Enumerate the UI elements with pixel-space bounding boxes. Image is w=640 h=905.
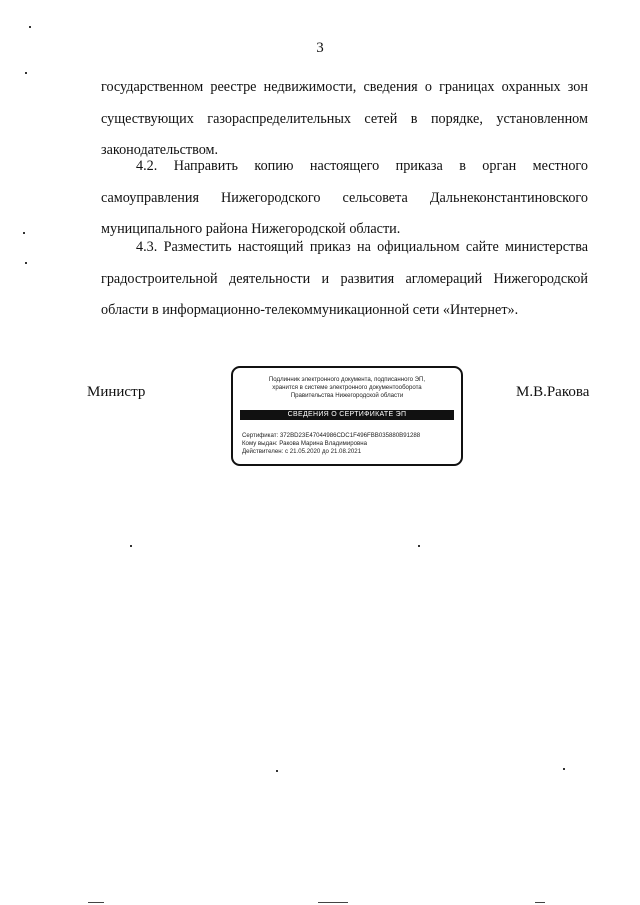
electronic-signature-stamp <box>231 366 463 466</box>
paragraph-4-2-line-1: 4.2. Направить копию настоящего приказа в орган местного <box>136 158 588 174</box>
signatory-name: М.В.Ракова <box>516 384 590 400</box>
signatory-position: Министр <box>87 384 146 400</box>
stamp-header-line-3: Правительства Нижегородской области <box>290 392 404 400</box>
paragraph-4-3-line-1: 4.3. Разместить настоящий приказ на официальном сайте министерства <box>136 239 588 255</box>
issued-to-value: Ракова Марина Владимировна <box>279 440 367 448</box>
paragraph-4-3 <box>101 232 588 327</box>
paragraph-4-2-line-2: самоуправления Нижегородского сельсовета Дальнеконстантиновского <box>101 189 588 206</box>
scan-speck <box>23 232 25 234</box>
issued-to-row <box>242 440 455 448</box>
stamp-header-line-1: Подлинник электронного документа, подписанного ЭП, <box>268 376 426 383</box>
scan-line <box>88 902 104 903</box>
validity-row <box>242 448 455 456</box>
certificate-value: 372BD23E47044986CDC1F496FBB035880B91288 <box>279 432 421 439</box>
paragraph-1-line-1: государственном реестре недвижимости, сведения о границах охранных зон <box>101 79 588 95</box>
stamp-certificate-info <box>242 432 455 457</box>
scan-speck <box>29 26 31 28</box>
paragraph-1-line-3: законодательством. <box>101 142 219 158</box>
paragraph-4-3-line-3: области в информационно-телекоммуникационной сети «Интернет». <box>101 302 519 318</box>
stamp-certificate-title: СВЕДЕНИЯ О СЕРТИФИКАТЕ ЭП <box>240 410 454 420</box>
stamp-header <box>239 376 455 401</box>
scan-line <box>535 902 545 903</box>
page-number: 3 <box>316 40 324 56</box>
issued-to-label: Кому выдан: <box>242 440 278 448</box>
scan-speck <box>563 768 565 770</box>
validity-label: Действителен: <box>242 448 284 456</box>
stamp-header-line-2: хранится в системе электронного документооборота <box>272 384 422 392</box>
scan-speck <box>25 72 27 74</box>
scan-speck <box>130 545 132 547</box>
paragraph-4-2-line-3: муниципального района Нижегородской области. <box>101 221 401 237</box>
paragraph-4-3-line-2: градостроительной деятельности и развития агломераций Нижегородской <box>101 270 588 287</box>
certificate-row <box>242 432 455 440</box>
scan-speck <box>418 545 420 547</box>
validity-value: с 21.05.2020 до 21.08.2021 <box>285 448 362 456</box>
paragraph-1-line-2: существующих газораспределительных сетей в порядке, установленном <box>101 110 588 127</box>
certificate-label: Сертификат: <box>242 432 279 439</box>
scan-line <box>318 902 348 903</box>
scan-speck <box>25 262 27 264</box>
scan-speck <box>276 770 278 772</box>
